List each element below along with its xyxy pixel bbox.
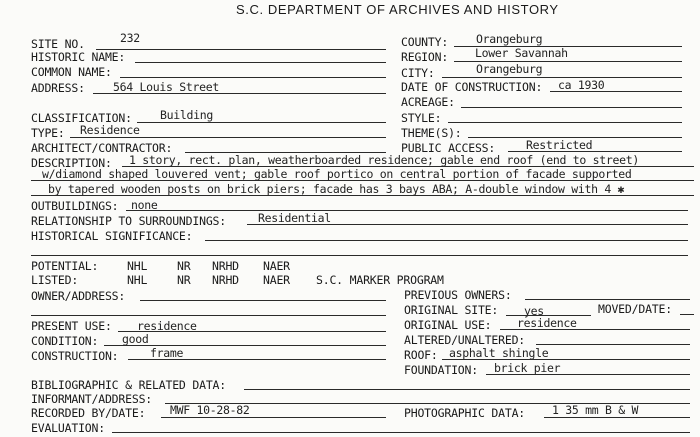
bibliographic-line xyxy=(244,389,690,390)
bibliographic-label: BIBLIOGRAPHIC & RELATED DATA: xyxy=(31,378,226,392)
date-of-construction-line xyxy=(550,91,682,92)
historical-significance-label: HISTORICAL SIGNIFICANCE: xyxy=(31,229,193,243)
evaluation-label: EVALUATION: xyxy=(31,421,105,435)
type-value: Residence xyxy=(80,123,140,137)
description-rule-2 xyxy=(31,180,694,181)
region-label: REGION: xyxy=(401,50,449,64)
potential-label: POTENTIAL: xyxy=(31,259,99,273)
outbuildings-value: none xyxy=(131,198,158,212)
common-name-line xyxy=(120,77,386,78)
relationship-line xyxy=(247,224,688,225)
style-label: STYLE: xyxy=(401,111,442,125)
public-access-label: PUBLIC ACCESS: xyxy=(401,141,496,155)
public-access-line xyxy=(508,151,682,152)
recorded-by-value: MWF 10-28-82 xyxy=(170,403,250,417)
site-no-line xyxy=(96,49,386,50)
listed-nhl: NHL xyxy=(127,273,148,287)
condition-label: CONDITION: xyxy=(31,334,99,348)
historical-significance-line-2 xyxy=(31,255,688,256)
address-label: ADDRESS: xyxy=(31,81,85,95)
moved-date-label: MOVED/DATE: xyxy=(598,302,672,316)
potential-nhl: NHL xyxy=(127,259,148,273)
original-use-label: ORIGINAL USE: xyxy=(404,318,492,332)
condition-value: good xyxy=(122,332,149,346)
county-label: COUNTY: xyxy=(401,35,449,49)
photographic-data-label: PHOTOGRAPHIC DATA: xyxy=(404,406,526,420)
foundation-line xyxy=(486,374,690,375)
construction-label: CONSTRUCTION: xyxy=(31,349,119,363)
altered-label: ALTERED/UNALTERED: xyxy=(404,333,526,347)
original-site-value: yes xyxy=(524,304,544,318)
county-value: Orangeburg xyxy=(476,32,543,46)
potential-nrhd: NRHD xyxy=(212,259,239,273)
evaluation-line xyxy=(112,432,690,433)
architect-label: ARCHITECT/CONTRACTOR: xyxy=(31,141,173,155)
listed-label: LISTED: xyxy=(31,273,79,287)
previous-owners-label: PREVIOUS OWNERS: xyxy=(404,288,512,302)
site-no-value: 232 xyxy=(120,31,140,45)
outbuildings-line xyxy=(126,210,688,211)
site-no-label: SITE NO. xyxy=(31,37,85,51)
roof-value: asphalt shingle xyxy=(449,346,549,360)
original-use-line xyxy=(500,329,690,330)
description-line-1: 1 story, rect. plan, weatherboarded residence; gable end roof (end to street) xyxy=(129,153,640,167)
owner-address-label: OWNER/ADDRESS: xyxy=(31,289,126,303)
roof-label: ROOF: xyxy=(404,348,438,362)
present-use-line xyxy=(118,331,386,332)
informant-label: INFORMANT/ADDRESS: xyxy=(31,392,153,406)
historic-name-label: HISTORIC NAME: xyxy=(31,50,126,64)
previous-owners-line xyxy=(525,299,690,300)
relationship-label: RELATIONSHIP TO SURROUNDINGS: xyxy=(31,214,226,228)
original-site-label: ORIGINAL SITE: xyxy=(404,303,499,317)
common-name-label: COMMON NAME: xyxy=(31,65,112,79)
roof-line xyxy=(442,359,690,360)
classification-value: Building xyxy=(160,108,213,122)
potential-nr: NR xyxy=(177,259,191,273)
type-label: TYPE: xyxy=(31,126,65,140)
date-of-construction-label: DATE OF CONSTRUCTION: xyxy=(401,80,543,94)
description-label: DESCRIPTION: xyxy=(31,156,112,170)
owner-address-line-2 xyxy=(31,315,386,316)
form-header: S.C. DEPARTMENT OF ARCHIVES AND HISTORY xyxy=(236,2,559,17)
city-value: Orangeburg xyxy=(476,62,543,76)
foundation-value: brick pier xyxy=(494,361,561,375)
classification-line xyxy=(137,122,386,123)
description-rule-3 xyxy=(31,195,694,196)
recorded-by-line xyxy=(161,417,386,418)
date-of-construction-value: ca 1930 xyxy=(558,78,605,92)
type-line xyxy=(70,137,386,138)
present-use-label: PRESENT USE: xyxy=(31,319,112,333)
description-line-3: by tapered wooden posts on brick piers; facade has 3 bays ABA; A-double window with 4 ✱ xyxy=(48,182,625,196)
potential-naer: NAER xyxy=(263,259,290,273)
listed-nrhd: NRHD xyxy=(212,273,239,287)
address-line xyxy=(93,93,386,94)
construction-value: frame xyxy=(150,346,184,360)
foundation-label: FOUNDATION: xyxy=(404,363,478,377)
present-use-value: residence xyxy=(137,319,197,333)
moved-date-line xyxy=(680,314,694,315)
address-value: 564 Louis Street xyxy=(113,80,219,94)
altered-line xyxy=(536,344,690,345)
city-label: CITY: xyxy=(401,66,435,80)
classification-label: CLASSIFICATION: xyxy=(31,111,132,125)
outbuildings-label: OUTBUILDINGS: xyxy=(31,199,119,213)
photographic-data-value: 1 35 mm B & W xyxy=(552,403,639,417)
construction-line xyxy=(128,359,386,360)
listed-naer: NAER xyxy=(263,273,290,287)
style-line xyxy=(448,122,682,123)
acreage-label: ACREAGE: xyxy=(401,95,455,109)
sc-marker-program: S.C. MARKER PROGRAM xyxy=(316,273,444,287)
owner-address-line xyxy=(140,300,386,301)
historic-name-line xyxy=(135,62,386,63)
original-use-value: residence xyxy=(517,316,577,330)
photographic-data-line xyxy=(544,417,690,418)
themes-label: THEME(S): xyxy=(401,126,462,140)
relationship-value: Residential xyxy=(258,211,331,225)
public-access-value: Restricted xyxy=(526,138,593,152)
listed-nr: NR xyxy=(177,273,191,287)
historical-significance-line xyxy=(205,240,688,241)
description-line-2: w/diamond shaped louvered vent; gable roof portico on central portion of facade supported xyxy=(42,167,632,181)
region-value: Lower Savannah xyxy=(475,46,568,60)
condition-line xyxy=(104,345,386,346)
acreage-line xyxy=(461,107,682,108)
recorded-by-label: RECORDED BY/DATE: xyxy=(31,406,146,420)
